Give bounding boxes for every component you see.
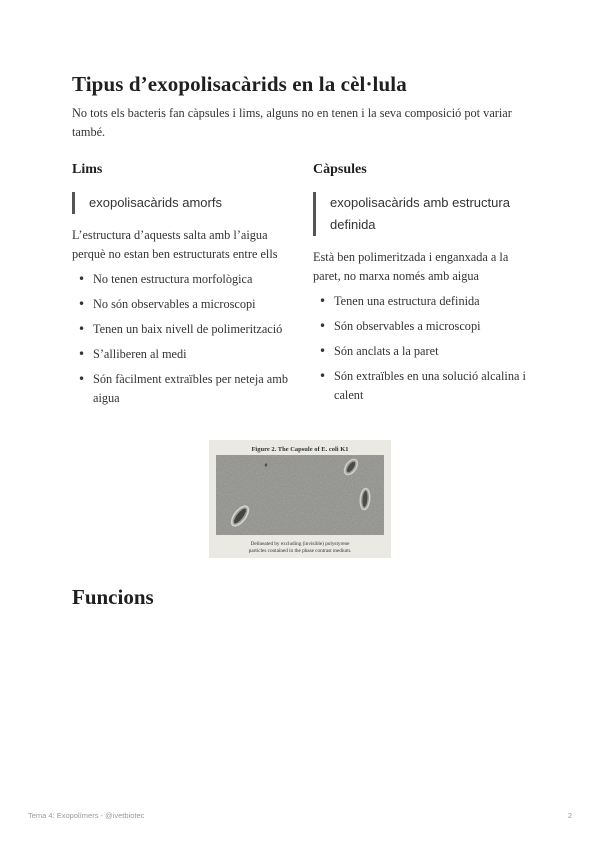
lims-paragraph: L’estructura d’aquests salta amb l’aigua perquè no estan ben estructurats entre ells [72, 228, 278, 261]
footer-text: Tema 4: Exopolímers - @ivetbiotec [28, 811, 145, 820]
capsules-quote: exopolisacàrids amb estructura definida [313, 192, 533, 236]
capsules-paragraph: Està ben polimeritzada i enganxada a la paret, no marxa només amb aigua [313, 250, 509, 283]
lims-quote: exopolisacàrids amorfs [72, 192, 292, 214]
figure-caption-line: particles contained in the phase contrast medium. [248, 548, 352, 554]
list-item: • No tenen estructura morfològica [72, 270, 292, 289]
page-number: 2 [567, 811, 572, 820]
capsules-column [313, 162, 533, 411]
list-item: • Són observables a microscopi [313, 317, 533, 336]
lims-heading: Lims [72, 162, 103, 177]
figure-caption-line: Delineated by excluding (invisible) polystyrene [250, 541, 350, 547]
micrograph-image [209, 440, 391, 558]
list-item: • S’alliberen al medi [72, 345, 292, 364]
lims-bullet-list [72, 270, 292, 408]
capsules-heading: Càpsules [313, 162, 367, 177]
list-item: • Són extraïbles en una solució alcalina i calent [313, 367, 533, 405]
list-item: • No són observables a microscopi [72, 295, 292, 314]
lims-column [72, 162, 292, 414]
list-item: • Són anclats a la paret [313, 342, 533, 361]
capsules-bullet-list [313, 292, 533, 405]
capsule-micrograph-figure [209, 440, 391, 558]
list-item: • Són fàcilment extraïbles per neteja amb aigua [72, 370, 292, 408]
page-title: Tipus d’exopolisacàrids en la cèl·lula [72, 72, 407, 96]
figure-caption-title: Figure 2. The Capsule of E. coli K1 [251, 446, 349, 453]
list-item: • Tenen un baix nivell de polimerització [72, 320, 292, 339]
section-title-funcions: Funcions [72, 585, 154, 609]
list-item: • Tenen una estructura definida [313, 292, 533, 311]
intro-paragraph: No tots els bacteris fan càpsules i lims, alguns no en tenen i la seva composició pot variar també. [72, 106, 512, 139]
